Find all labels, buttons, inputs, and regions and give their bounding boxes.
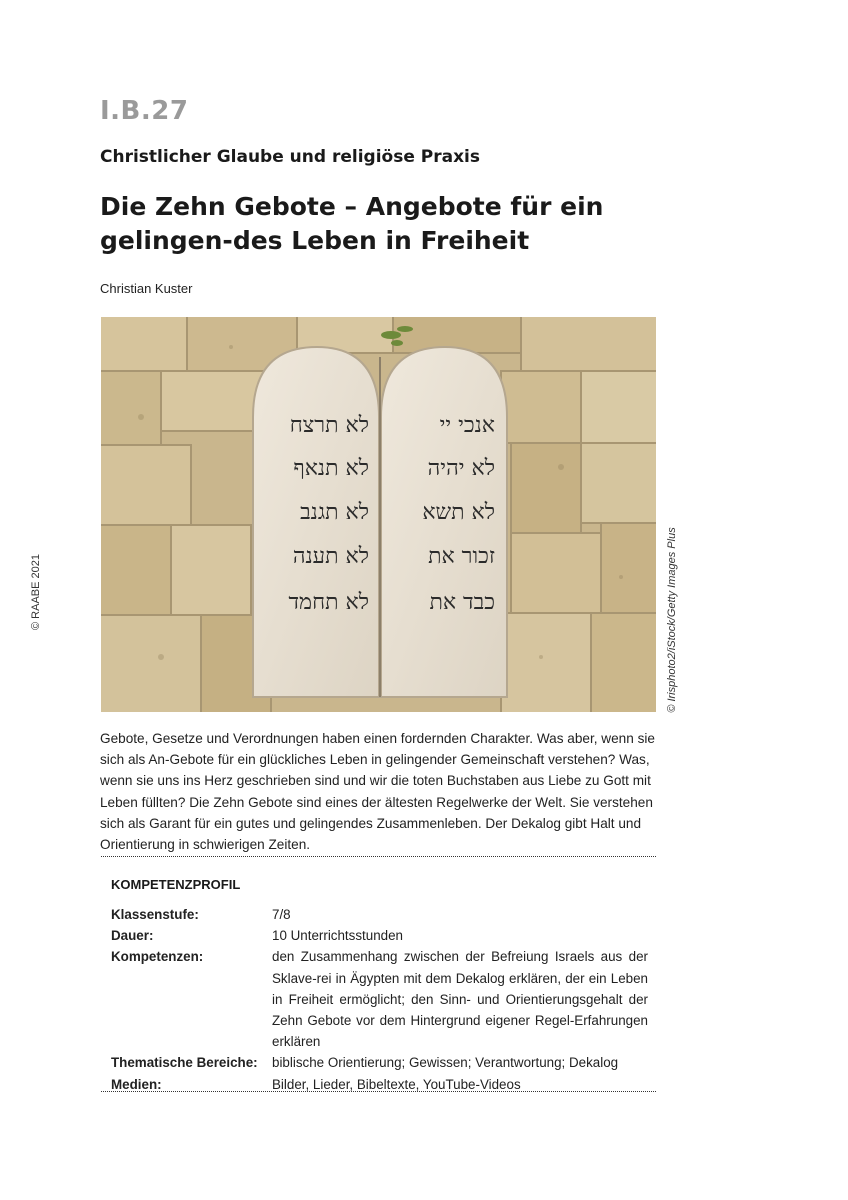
copyright-text: © RAABE 2021 (30, 554, 42, 630)
page-title: Die Zehn Gebote – Angebote für ein gelingen-des Leben in Freiheit (100, 192, 604, 255)
profile-value: 7/8 (272, 907, 291, 922)
unit-code: I.B.27 (100, 96, 189, 126)
ten-commandments-photo (101, 317, 656, 712)
left-tablet-line: לא תרצח (289, 413, 369, 438)
dotted-divider-top (101, 856, 656, 857)
left-tablet-line: לא תנאף (293, 456, 369, 481)
profile-label: Klassenstufe: (111, 907, 199, 922)
profile-value: den Zusammenhang zwischen der Befreiung Israels aus der Sklave-rei in Ägypten mit dem Dekalog erklären, der ein Leben in Freiheit ermöglicht; den Sinn- und Orientierungsgehalt der Zehn Gebote vor dem Hintergrund eigener Regel-Erfahrungen erklären (272, 949, 648, 1050)
profile-value: biblische Orientierung; Gewissen; Verantwortung; Dekalog (272, 1055, 619, 1071)
author-name: Christian Kuster (100, 281, 193, 296)
right-tablet-line: כבד את (429, 590, 495, 615)
left-tablet-line: לא תגנב (300, 500, 369, 525)
profile-row-grade (111, 904, 651, 925)
left-tablet-line: לא תענה (292, 544, 369, 569)
right-tablet-line: לא יהיה (427, 456, 495, 481)
photo-credit-text: © Irisphoto2/iStock/Getty Images Plus (666, 527, 678, 713)
right-tablet-line: לא תשא (422, 500, 495, 525)
profile-heading: KOMPETENZPROFIL (111, 877, 241, 892)
right-tablet-line: אנכי יי (439, 413, 495, 438)
competence-profile (111, 904, 651, 1095)
profile-value: Bilder, Lieder, Bibeltexte, YouTube-Videos (272, 1076, 521, 1092)
profile-label: Medien: (111, 1076, 162, 1092)
profile-row-duration (111, 925, 651, 946)
profile-label: Thematische Bereiche: (111, 1055, 258, 1071)
series-title: Christlicher Glaube und religiöse Praxis (100, 147, 481, 167)
profile-label: Kompetenzen: (111, 949, 204, 965)
profile-row-topics (111, 1052, 651, 1073)
left-tablet-line: לא תחמד (288, 590, 369, 615)
right-tablet-line: זכור את (428, 544, 495, 569)
profile-row-competences (111, 946, 651, 1052)
profile-value: 10 Unterrichtsstunden (272, 928, 404, 944)
profile-label: Dauer: (111, 928, 154, 944)
intro-paragraph: Gebote, Gesetze und Verordnungen haben einen fordernden Charakter. Was aber, wenn sie sich als An-Gebote für ein glückliches Leben in gelingender Gemeinschaft verstehen? Was, wenn sie uns ins Herz geschrieben sind und wir die toten Buchstaben aus Liebe zu Gott mit Leben füllten? Die Zehn Gebote sind eines der ältesten Regelwerke der Welt. Sie verstehen sich als Garant für ein gutes und gelingendes Zusammenleben. Der Dekalog gibt Halt und Orientierung in schwierigen Zeiten. (100, 731, 655, 853)
stone-wall-illustration (101, 317, 656, 712)
dotted-divider-bottom (101, 1091, 656, 1092)
